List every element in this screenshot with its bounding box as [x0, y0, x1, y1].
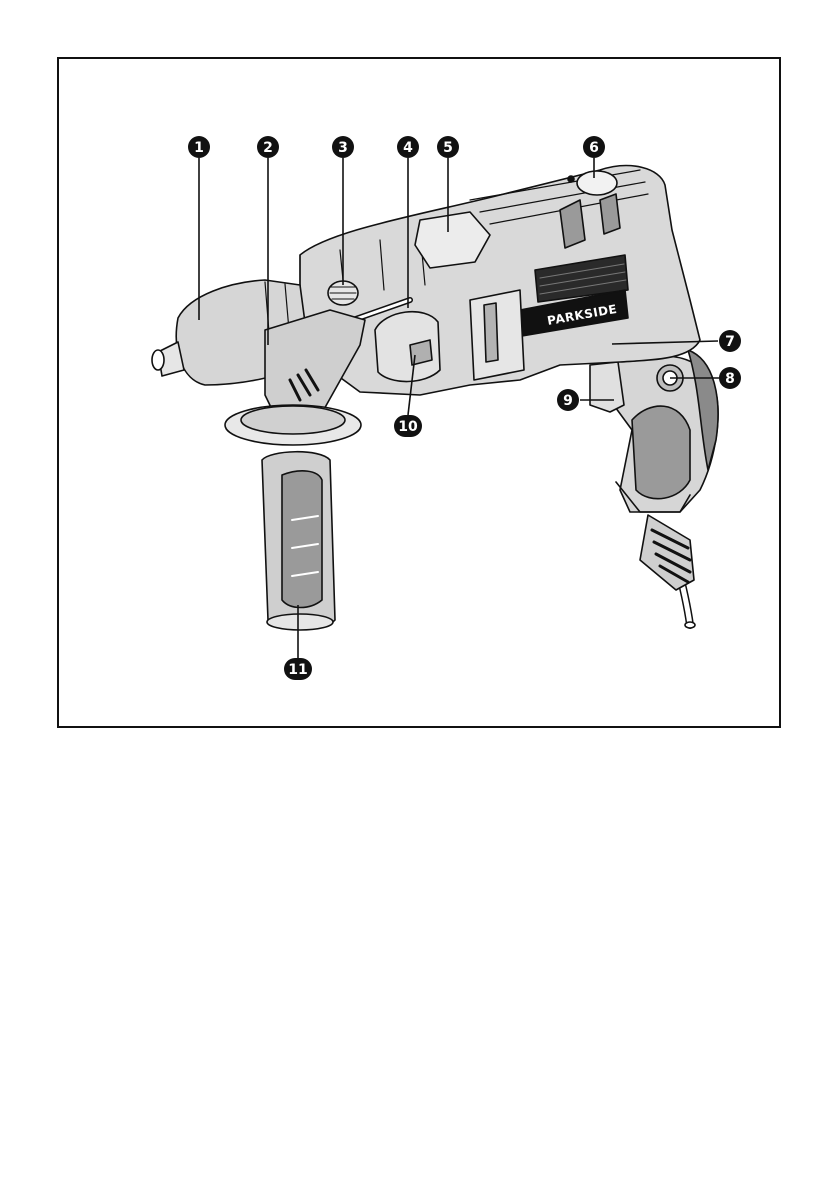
callout-10	[394, 415, 422, 437]
svg-text:1: 1	[194, 140, 204, 156]
on-off-switch	[590, 362, 624, 412]
callout-5	[437, 136, 459, 158]
svg-text:9: 9	[563, 393, 573, 409]
brand-label: PARKSIDE	[546, 301, 619, 328]
auxiliary-handle	[262, 452, 335, 630]
cable-strain-relief	[640, 515, 694, 590]
callout-3	[332, 136, 354, 158]
callout-4	[397, 136, 419, 158]
callout-9	[557, 389, 579, 411]
svg-text:3: 3	[338, 140, 348, 156]
callout-6	[583, 136, 605, 158]
callout-7	[719, 330, 741, 352]
callout-1	[188, 136, 210, 158]
svg-text:7: 7	[725, 334, 735, 350]
svg-text:6: 6	[589, 140, 599, 156]
svg-text:5: 5	[443, 140, 453, 156]
svg-text:8: 8	[725, 371, 735, 387]
svg-text:11: 11	[288, 662, 308, 678]
callout-8	[719, 367, 741, 389]
svg-text:2: 2	[263, 140, 273, 156]
callout-2	[257, 136, 279, 158]
svg-text:4: 4	[403, 140, 413, 156]
depth-stop-release-button	[375, 312, 440, 382]
svg-text:10: 10	[398, 419, 418, 435]
callout-11	[284, 658, 312, 680]
drill-body	[300, 166, 700, 395]
